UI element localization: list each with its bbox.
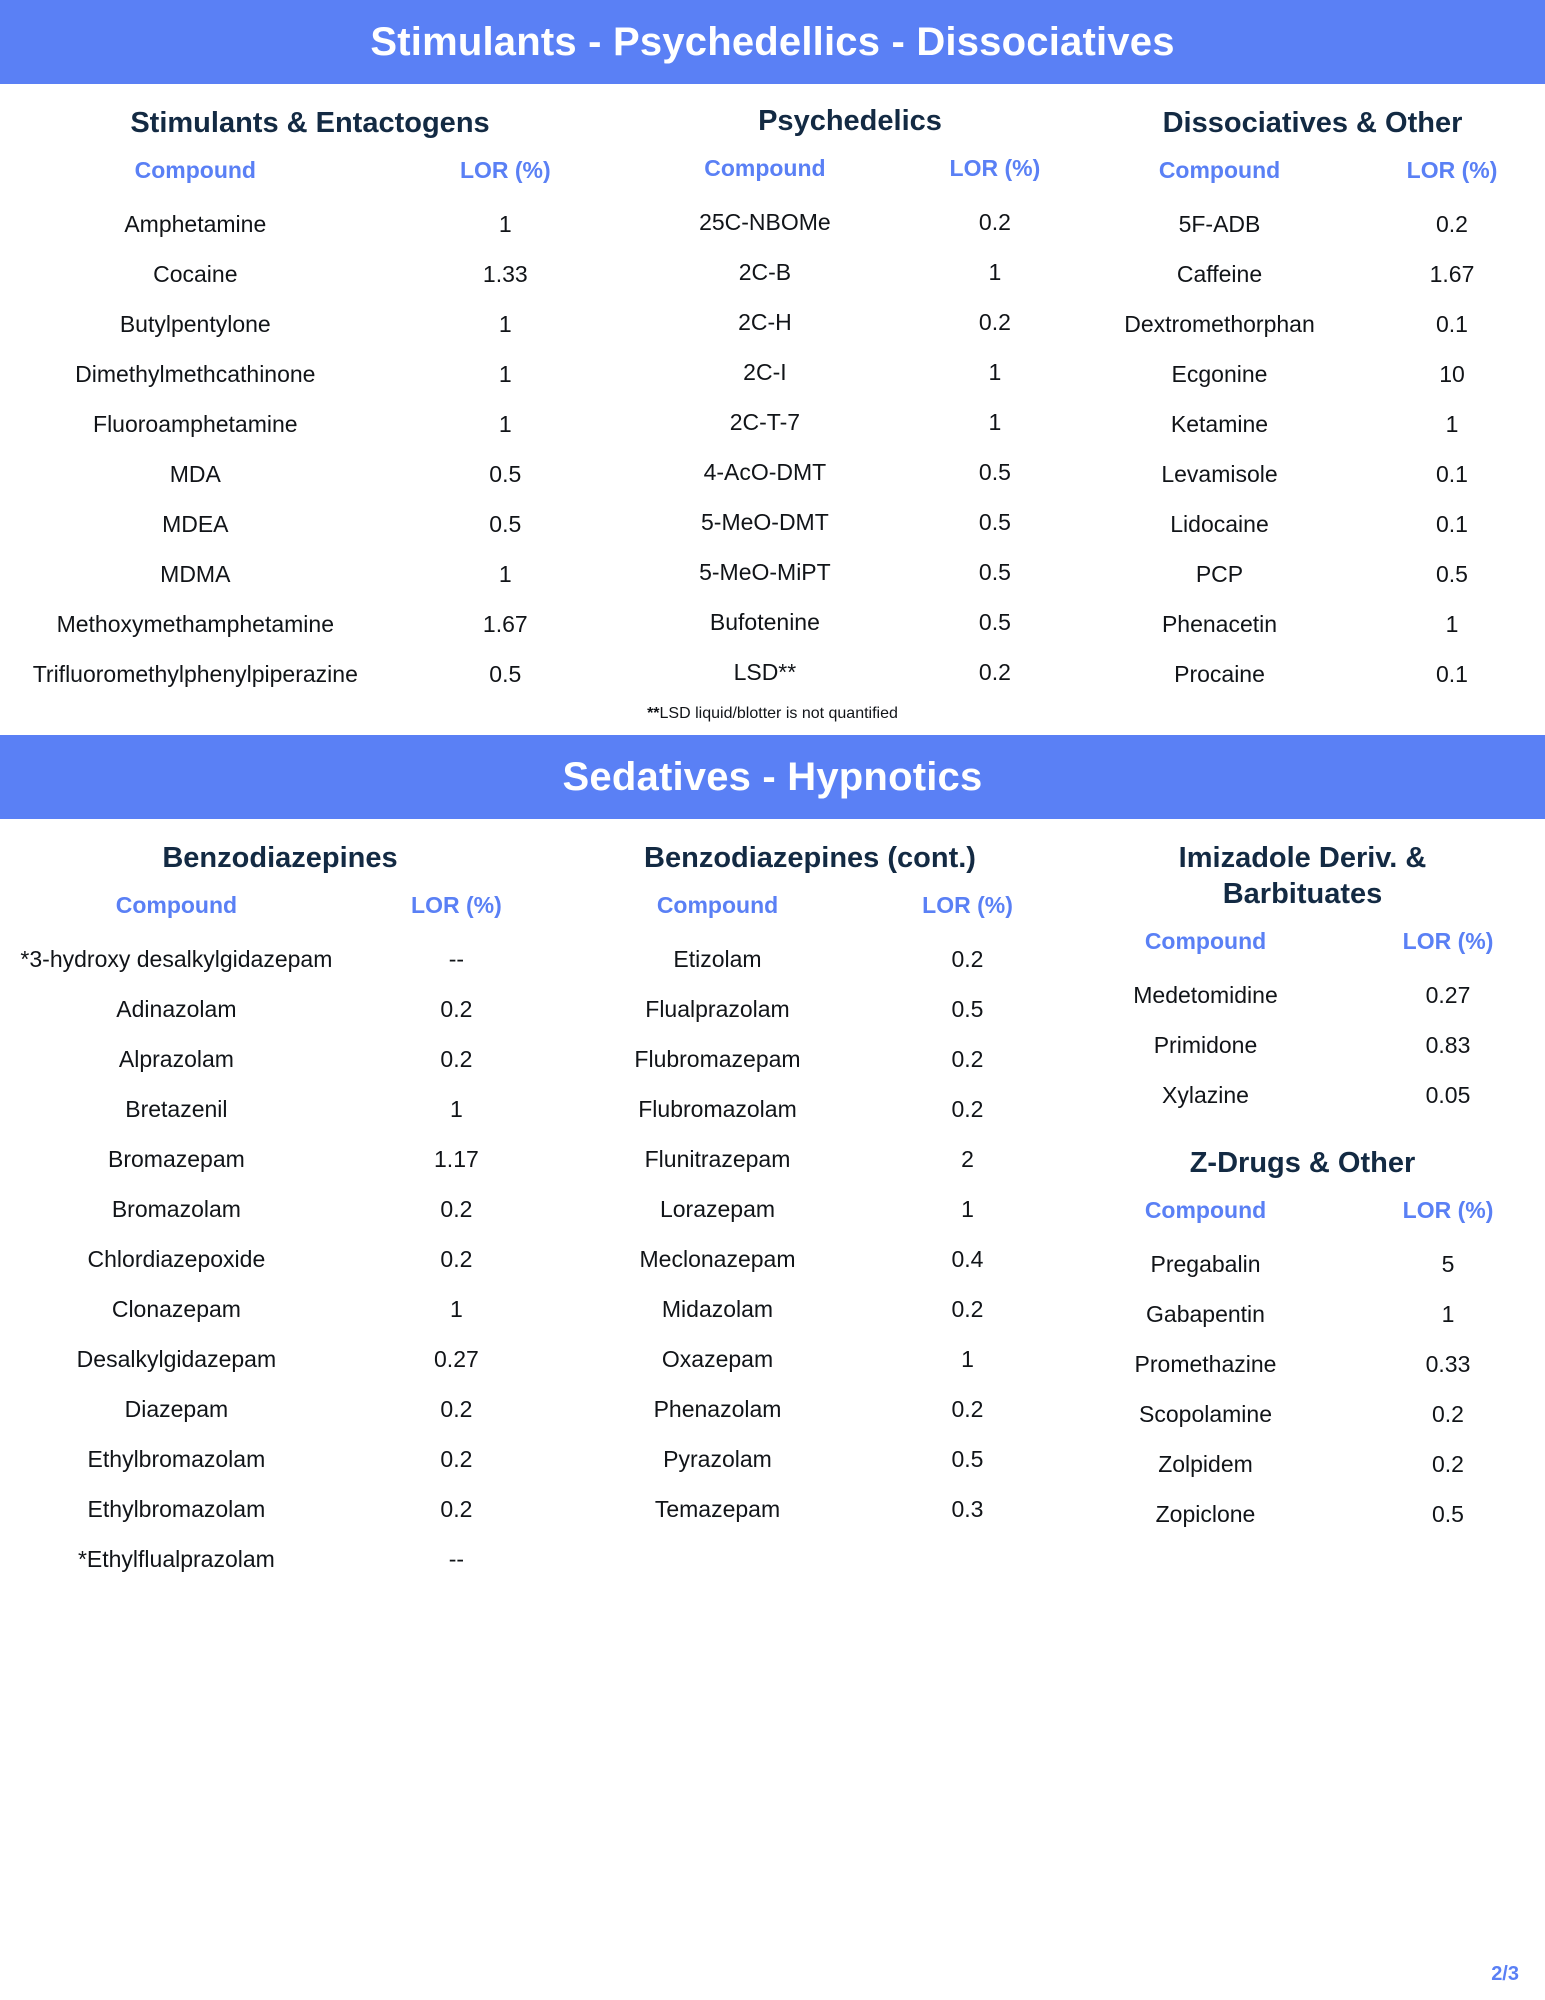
cell-compound: 2C-T-7 [729,408,801,435]
column-dissociatives-other [1080,84,1545,699]
column-stimulants-entactogens [0,84,620,699]
col-header-compound: Compound [704,154,826,181]
cell-lor: 0.1 [1436,310,1468,337]
table-header-row [1080,141,1545,199]
table-row [0,935,560,985]
table-row [560,1085,1060,1135]
table-row [1080,549,1545,599]
column-benzodiazepines [0,819,560,1584]
cell-lor: 0.2 [951,1396,984,1423]
table-row [0,499,620,549]
cell-lor: 0.5 [1436,560,1468,587]
table-row [0,1385,560,1435]
table-row [560,1335,1060,1385]
cell-compound: 4-AcO-DMT [703,458,827,485]
cell-compound: Bretazenil [125,1096,228,1123]
table-row [620,297,1080,347]
cell-compound: Phenacetin [1161,610,1278,637]
table-row [1060,1490,1545,1540]
table-row [620,647,1080,697]
cell-lor: 1 [988,258,1002,285]
column-benzodiazepines-cont [560,819,1060,1584]
cell-compound: Gabapentin [1146,1301,1265,1327]
cell-compound: Pregabalin [1150,1251,1261,1277]
table-row [1080,599,1545,649]
cell-lor: 0.83 [1425,1031,1471,1058]
table-row [0,249,620,299]
table-zdrugs-other [1060,1182,1545,1540]
cell-lor: 0.3 [951,1496,984,1523]
cell-compound: Desalkylgidazepam [76,1346,277,1373]
col-header-lor: LOR (%) [949,154,1041,181]
cell-lor: 0.5 [489,660,522,687]
cell-lor: 0.2 [978,208,1011,235]
cell-lor: 0.2 [1436,210,1468,237]
cell-compound: Meclonazepam [639,1246,796,1273]
section-1-banner-title: Stimulants - Psychedellics - Dissociatives [370,19,1175,64]
section-1 [0,84,1545,723]
table-row [0,1085,560,1135]
column-psychedelics [620,84,1080,699]
cell-lor: 10 [1439,360,1465,387]
section-2-banner-title: Sedatives - Hypnotics [562,754,983,799]
cell-lor: 1 [450,1096,463,1123]
cell-compound: Zolpidem [1158,1451,1253,1477]
cell-compound: Ethylbromazolam [87,1496,266,1523]
table-row [620,397,1080,447]
cell-lor: 0.5 [489,460,522,487]
cell-compound: 2C-I [743,358,787,385]
cell-lor: 1 [450,1296,463,1323]
cell-lor: 1 [498,560,512,587]
section-2 [0,819,1545,1584]
col-header-compound: Compound [134,156,256,183]
table-header-row [1060,912,1545,970]
cell-compound: Flunitrazepam [644,1146,791,1173]
table-row [0,985,560,1035]
cell-compound: LSD** [733,658,797,685]
cell-compound: Flubromazolam [638,1096,797,1123]
cell-lor: 0.5 [1432,1501,1464,1527]
table-stimulants-entactogens [0,141,620,699]
column-title-psychedelics: Psychedelics [758,105,942,137]
table-row [620,247,1080,297]
cell-compound: Flubromazepam [634,1046,801,1073]
table-dissociatives-other [1080,141,1545,699]
cell-compound: Chlordiazepoxide [87,1246,266,1273]
table-row [560,1435,1060,1485]
table-row [0,1335,560,1385]
col-header-compound: Compound [1144,1197,1267,1223]
cell-lor: 1.67 [1429,260,1475,287]
table-row [1060,1290,1545,1340]
cell-compound: Cocaine [153,260,238,287]
col-header-compound: Compound [1144,927,1267,954]
table-row [1060,1070,1545,1120]
table-row [0,299,620,349]
table-imizadole-barbituates [1060,912,1545,1120]
column-title-dissociatives: Dissociatives & Other [1162,107,1463,139]
cell-compound: *Ethylflualprazolam [77,1546,275,1573]
section-2-banner [0,735,1545,819]
cell-compound: 5-MeO-DMT [701,508,829,535]
column-title-benzodiazepines-cont: Benzodiazepines (cont.) [644,842,976,875]
cell-compound: Scopolamine [1139,1401,1272,1427]
section-1-banner [0,0,1545,84]
col-header-lor: LOR (%) [922,892,1013,919]
page-number: 2/3 [1491,1963,1519,1985]
table-row [0,649,620,699]
cell-lor: 0.27 [434,1346,479,1373]
cell-lor: 0.5 [978,608,1011,635]
cell-lor: -- [448,1546,465,1573]
cell-compound: Caffeine [1176,260,1263,287]
cell-compound: Etizolam [673,946,762,973]
table-row [0,1285,560,1335]
cell-lor: 1 [988,358,1002,385]
table-row [620,197,1080,247]
cell-lor: 1.33 [482,260,528,287]
cell-lor: 0.5 [951,996,984,1023]
cell-lor: 1 [498,310,512,337]
table-row [1080,349,1545,399]
cell-lor: 0.2 [951,1296,984,1323]
table-header-row [620,139,1080,197]
footnote-text: LSD liquid/blotter is not quantified [659,705,898,723]
cell-compound: Fluoroamphetamine [93,410,298,437]
cell-lor: 0.2 [951,1046,984,1073]
cell-compound: Levamisole [1161,460,1278,487]
col-header-lor: LOR (%) [411,892,502,919]
cell-lor: 1 [498,210,512,237]
table-row [0,449,620,499]
cell-compound: Dextromethorphan [1124,310,1315,337]
table-row [1060,1440,1545,1490]
table-row [620,597,1080,647]
cell-compound: Alprazolam [118,1046,234,1073]
table-row [1080,649,1545,699]
col-header-compound: Compound [656,892,779,919]
cell-lor: -- [448,946,465,973]
cell-compound: Bufotenine [709,608,820,635]
cell-lor: 1 [1445,410,1459,437]
cell-lor: 0.05 [1425,1081,1471,1108]
table-row [560,1135,1060,1185]
cell-lor: 0.2 [1432,1401,1464,1427]
table-row [0,1535,560,1585]
cell-lor: 1.67 [482,610,528,637]
table-row [560,1185,1060,1235]
col-header-lor: LOR (%) [1406,156,1498,183]
cell-lor: 5 [1441,1251,1455,1277]
table-row [1060,970,1545,1020]
cell-compound: Trifluoromethylphenylpiperazine [32,660,358,687]
cell-lor: 0.5 [951,1446,984,1473]
cell-lor: 0.2 [440,1396,473,1423]
col-header-lor: LOR (%) [1402,927,1494,954]
table-row [560,1235,1060,1285]
lsd-footnote [0,705,1545,723]
cell-compound: MDA [169,460,221,487]
cell-lor: 0.2 [978,658,1011,685]
cell-lor: 1 [961,1346,974,1373]
table-row [0,1485,560,1535]
cell-lor: 0.2 [978,308,1011,335]
table-header-row [560,877,1060,935]
section-1-columns [0,84,1545,699]
table-row [1060,1020,1545,1070]
col-header-lor: LOR (%) [1402,1197,1494,1223]
cell-compound: 2C-H [738,308,792,335]
table-row [1080,449,1545,499]
cell-lor: 0.5 [489,510,522,537]
table-row [0,1235,560,1285]
table-row [560,1385,1060,1435]
table-row [1060,1390,1545,1440]
cell-compound: Promethazine [1134,1351,1277,1377]
cell-compound: Phenazolam [653,1396,782,1423]
table-row [1060,1340,1545,1390]
table-header-row [1060,1182,1545,1240]
table-row [0,1185,560,1235]
table-row [0,399,620,449]
table-header-row [0,877,560,935]
table-row [0,1435,560,1485]
cell-compound: Ketamine [1170,410,1269,437]
cell-compound: MDEA [162,510,229,537]
table-header-row [0,141,620,199]
table-row [560,1035,1060,1085]
table-row [620,347,1080,397]
cell-compound: Xylazine [1162,1081,1249,1108]
table-row [560,985,1060,1035]
cell-compound: Midazolam [661,1296,774,1323]
cell-compound: Adinazolam [116,996,237,1023]
cell-compound: Methoxymethamphetamine [56,610,334,637]
cell-compound: *3-hydroxy desalkylgidazepam [20,946,333,973]
cell-compound: Amphetamine [124,210,267,237]
table-psychedelics [620,139,1080,697]
column-imizadole-zdrugs [1060,819,1545,1584]
table-row [1080,499,1545,549]
cell-lor: 0.4 [951,1246,984,1273]
cell-lor: 1 [961,1196,974,1223]
cell-lor: 1 [498,410,512,437]
table-row [0,549,620,599]
cell-compound: 2C-B [738,258,792,285]
column-title-imizadole-barbituates: Imizadole Deriv. & Barbituates [1178,842,1427,910]
table-row [1080,299,1545,349]
table-row [0,1035,560,1085]
cell-compound: Dimethylmethcathinone [75,360,316,387]
cell-lor: 1 [1441,1301,1455,1327]
table-row [1080,249,1545,299]
table-benzodiazepines-cont [560,877,1060,1535]
cell-lor: 0.2 [440,1496,473,1523]
cell-lor: 0.2 [1432,1451,1464,1477]
column-title-zdrugs-other: Z-Drugs & Other [1189,1147,1416,1180]
cell-compound: Bromazepam [108,1146,245,1173]
cell-compound: Temazepam [654,1496,781,1523]
cell-compound: PCP [1195,560,1244,587]
cell-lor: 0.2 [440,1446,473,1473]
cell-lor: 0.2 [951,1096,984,1123]
cell-lor: 1 [1445,610,1459,637]
cell-lor: 0.27 [1425,981,1471,1008]
cell-lor: 0.1 [1436,510,1468,537]
table-row [560,1485,1060,1535]
cell-lor: 0.5 [978,508,1011,535]
cell-compound: MDMA [160,560,231,587]
cell-lor: 0.2 [951,946,984,973]
cell-lor: 0.1 [1436,660,1468,687]
cell-compound: Medetomidine [1133,981,1278,1008]
cell-compound: Ecgonine [1171,360,1268,387]
cell-lor: 1.17 [434,1146,479,1173]
table-row [560,1285,1060,1335]
table-row [620,447,1080,497]
cell-lor: 0.2 [440,996,473,1023]
cell-compound: Clonazepam [111,1296,241,1323]
section-2-columns [0,819,1545,1584]
cell-compound: Primidone [1153,1031,1258,1058]
cell-lor: 2 [961,1146,974,1173]
table-row [620,497,1080,547]
column-title-benzodiazepines: Benzodiazepines [162,842,398,875]
table-row [0,199,620,249]
cell-compound: 25C-NBOMe [699,208,831,235]
col-header-lor: LOR (%) [459,156,551,183]
cell-compound: 5F-ADB [1178,210,1261,237]
cell-compound: Flualprazolam [645,996,790,1023]
cell-lor: 0.1 [1436,460,1468,487]
cell-lor: 0.33 [1425,1351,1471,1377]
table-row [1080,399,1545,449]
cell-compound: Pyrazolam [663,1446,772,1473]
table-row [560,935,1060,985]
table-benzodiazepines [0,877,560,1585]
table-row [1080,199,1545,249]
col-header-compound: Compound [1158,156,1281,183]
cell-lor: 1 [988,408,1002,435]
cell-lor: 0.5 [978,458,1011,485]
cell-compound: Bromazolam [111,1196,241,1223]
footnote-marker: ** [647,705,660,723]
table-row [1060,1240,1545,1290]
cell-lor: 0.2 [440,1046,473,1073]
cell-compound: Procaine [1174,660,1265,687]
cell-compound: Oxazepam [661,1346,774,1373]
cell-compound: Butylpentylone [119,310,271,337]
cell-compound: Lorazepam [659,1196,776,1223]
cell-compound: Ethylbromazolam [87,1446,266,1473]
table-row [620,547,1080,597]
cell-compound: 5-MeO-MiPT [699,558,831,585]
table-row [0,599,620,649]
column-title-stimulants: Stimulants & Entactogens [130,107,490,139]
cell-lor: 1 [498,360,512,387]
col-header-compound: Compound [115,892,238,919]
table-row [0,1135,560,1185]
table-row [0,349,620,399]
cell-compound: Zopiclone [1155,1501,1256,1527]
cell-lor: 0.2 [440,1246,473,1273]
cell-lor: 0.2 [440,1196,473,1223]
cell-lor: 0.5 [978,558,1011,585]
cell-compound: Diazepam [124,1396,229,1423]
cell-compound: Lidocaine [1170,510,1269,537]
